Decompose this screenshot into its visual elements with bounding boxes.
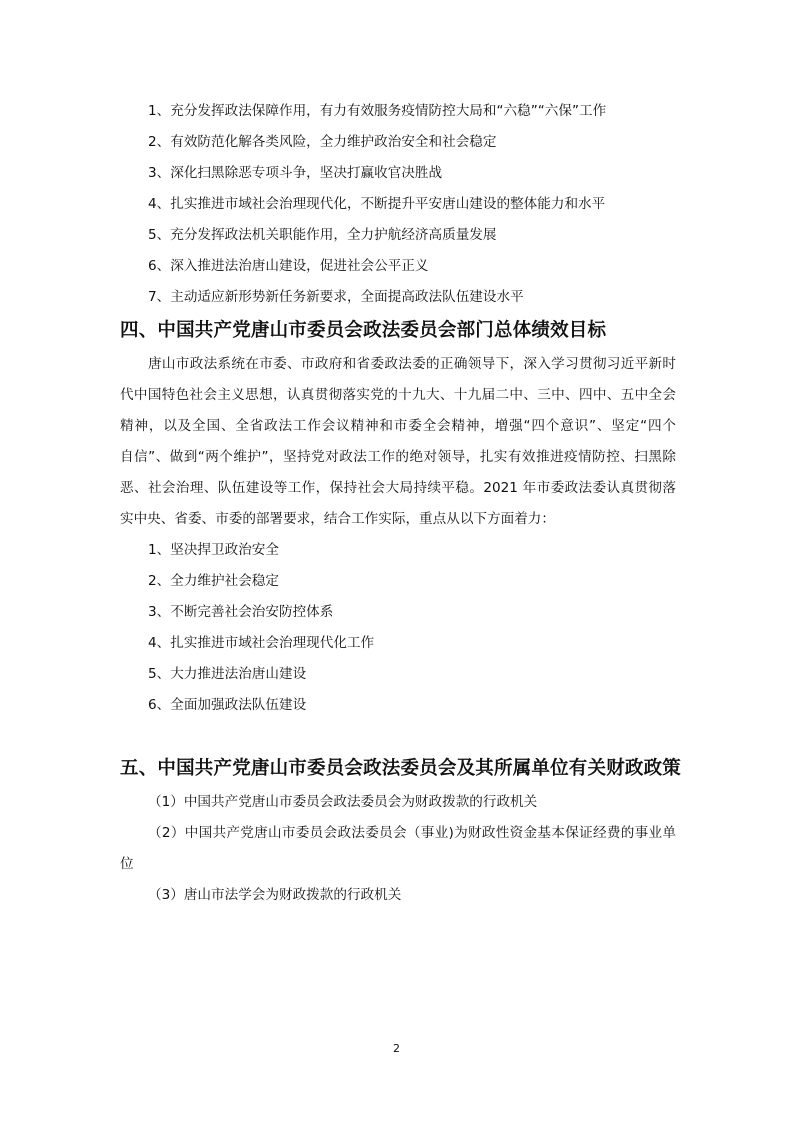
list-item: 4、扎实推进市域社会治理现代化，不断提升平安唐山建设的整体能力和水平 bbox=[148, 196, 606, 212]
list-item: （1）中国共产党唐山市委员会政法委员会为财政拨款的行政机关 bbox=[148, 794, 538, 810]
paragraph-line: 精神，以及全国、全省政法工作会议精神和市委全会精神，增强“四个意识”、坚定“四个 bbox=[120, 418, 676, 434]
list-item: 2、全力维护社会稳定 bbox=[148, 573, 279, 589]
list-item: 1、充分发挥政法保障作用，有力有效服务疫情防控大局和“六稳”“六保”工作 bbox=[148, 103, 607, 119]
list-item: 5、大力推进法治唐山建设 bbox=[148, 666, 307, 682]
document-page bbox=[120, 96, 682, 911]
paragraph-line: 代中国特色社会主义思想，认真贯彻落实党的十九大、十九届二中、三中、四中、五中全会 bbox=[120, 387, 676, 403]
list-item: （3）唐山市法学会为财政拨款的行政机关 bbox=[148, 887, 402, 903]
list-item: （2）中国共产党唐山市委员会政法委员会（事业)为财政性资金基本保证经费的事业单 bbox=[148, 825, 676, 841]
list-item: 5、充分发挥政法机关职能作用，全力护航经济高质量发展 bbox=[148, 227, 497, 243]
list-item: 7、主动适应新形势新任务新要求，全面提高政法队伍建设水平 bbox=[148, 289, 524, 305]
paragraph bbox=[120, 349, 676, 535]
list-item: 1、坚决捍卫政治安全 bbox=[148, 542, 279, 558]
list-item: 4、扎实推进市域社会治理现代化工作 bbox=[148, 635, 375, 651]
list-item: 2、有效防范化解各类风险，全力维护政治安全和社会稳定 bbox=[148, 134, 497, 150]
paragraph-line: 自信”、做到“两个维护”，坚持党对政法工作的绝对领导，扎实有效推进疫情防控、扫黑除 bbox=[120, 449, 676, 465]
spacer bbox=[120, 721, 676, 751]
list-item: 3、不断完善社会治安防控体系 bbox=[148, 604, 334, 620]
list-item: 6、全面加强政法队伍建设 bbox=[148, 697, 307, 713]
section-heading: 四、中国共产党唐山市委员会政法委员会部门总体绩效目标 bbox=[120, 320, 607, 341]
list-item: 6、深入推进法治唐山建设，促进社会公平正义 bbox=[148, 258, 429, 274]
list-item-continuation: 位 bbox=[120, 856, 134, 872]
page-number: 2 bbox=[393, 1042, 400, 1055]
paragraph-line: 恶、社会治理、队伍建设等工作，保持社会大局持续平稳。2021 年市委政法委认真贯彻落 bbox=[120, 480, 676, 496]
paragraph-line: 实中央、省委、市委的部署要求，结合工作实际，重点从以下方面着力： bbox=[120, 511, 555, 527]
section-heading: 五、中国共产党唐山市委员会政法委员会及其所属单位有关财政政策 bbox=[120, 758, 682, 779]
paragraph-line: 唐山市政法系统在市委、市政府和省委政法委的正确领导下，深入学习贯彻习近平新时 bbox=[148, 356, 676, 372]
list-item: 3、深化扫黑除恶专项斗争，坚决打赢收官决胜战 bbox=[148, 165, 443, 181]
